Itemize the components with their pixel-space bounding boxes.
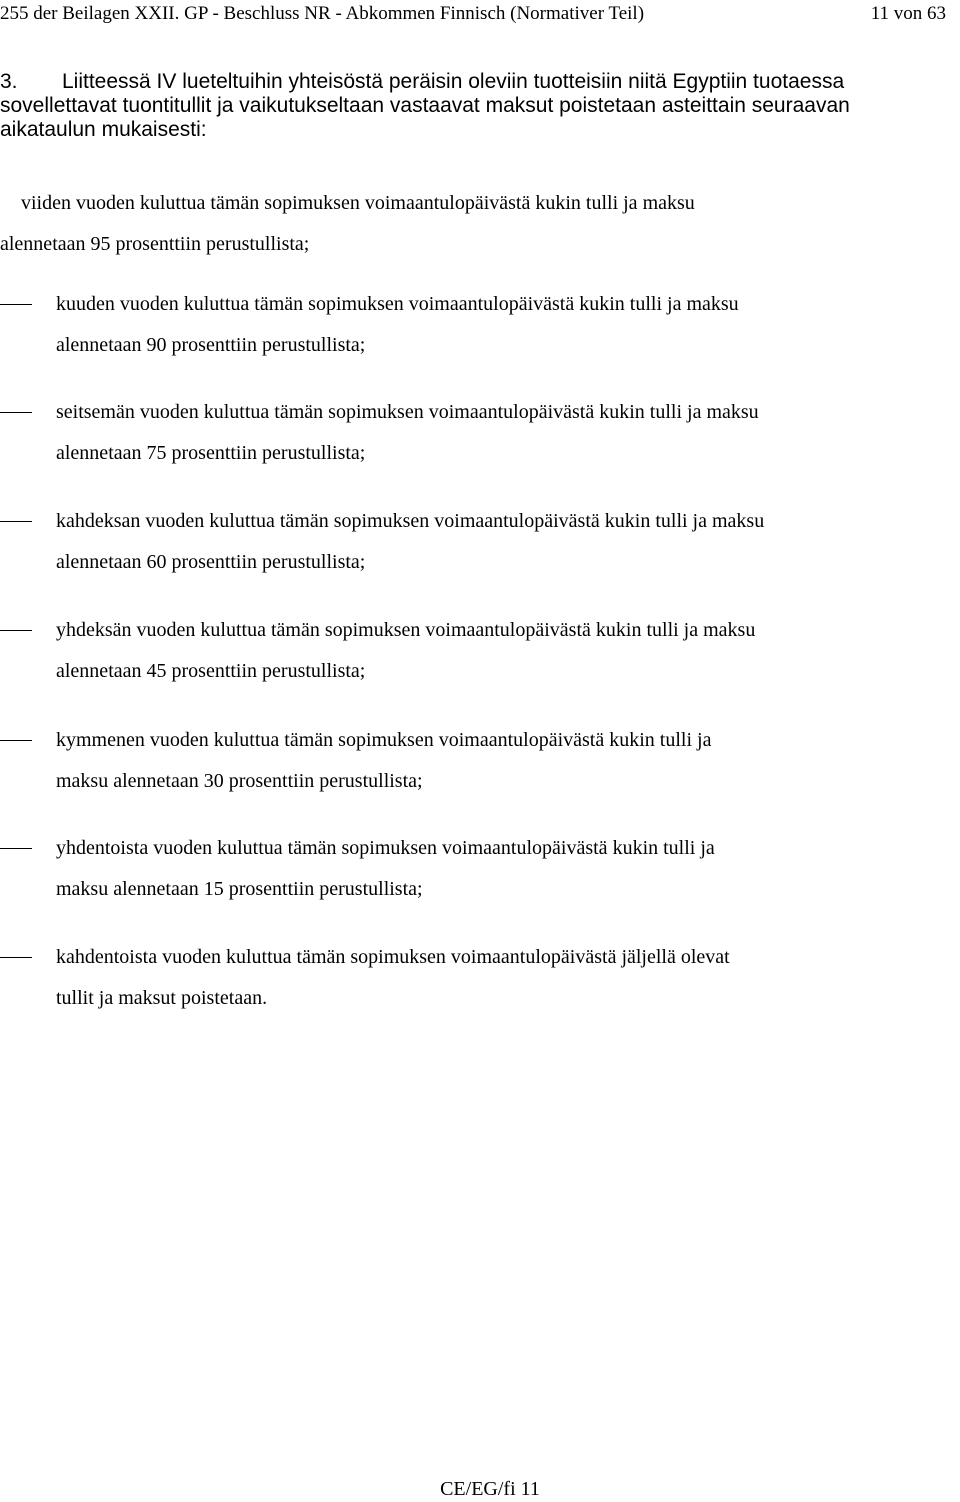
list-item: [0, 937, 920, 1019]
list-item: [0, 392, 920, 474]
list-item-line: kahdeksan vuoden kuluttua tämän sopimuksen voimaantulopäivästä kukin tulli ja maksu: [56, 510, 765, 532]
list-item: [0, 183, 900, 265]
list-item-line: viiden vuoden kuluttua tämän sopimuksen voimaantulopäivästä kukin tulli ja maksu: [21, 192, 695, 214]
list-item-line: kahdentoista vuoden kuluttua tämän sopimuksen voimaantulopäivästä jäljellä olevat: [56, 946, 730, 968]
list-item-line: alennetaan 45 prosenttiin perustullista;: [56, 660, 366, 682]
dash-marker: [0, 304, 32, 305]
dash-marker: [0, 630, 32, 631]
list-item-line: kuuden vuoden kuluttua tämän sopimuksen voimaantulopäivästä kukin tulli ja maksu: [56, 293, 739, 315]
list-item-line: kymmenen vuoden kuluttua tämän sopimuksen voimaantulopäivästä kukin tulli ja: [56, 729, 712, 751]
paragraph-number: 3.: [0, 70, 18, 93]
page-footer: CE/EG/fi 11: [440, 1478, 540, 1500]
list-item: [0, 828, 920, 910]
dash-marker: [0, 412, 32, 413]
list-item: [0, 284, 920, 366]
list-item-line: alennetaan 90 prosenttiin perustullista;: [56, 334, 366, 356]
list-item-line: seitsemän vuoden kuluttua tämän sopimuksen voimaantulopäivästä kukin tulli ja maksu: [56, 401, 759, 423]
list-item-line: maksu alennetaan 15 prosenttiin perustullista;: [56, 878, 423, 900]
list-item-line: alennetaan 60 prosenttiin perustullista;: [56, 551, 366, 573]
list-item: [0, 610, 920, 692]
list-item-line: yhdeksän vuoden kuluttua tämän sopimuksen voimaantulopäivästä kukin tulli ja maksu: [56, 619, 756, 641]
list-item-line: tullit ja maksut poistetaan.: [56, 987, 268, 1009]
page-header-page-number: 11 von 63: [870, 3, 946, 24]
intro-text: Liitteessä IV lueteltuihin yhteisöstä peräisin oleviin tuotteisiin niitä Egyptiin tuotaessa sovellettavat tuontitullit ja vaikutukseltaan vastaavat maksut poistetaan asteittain seuraavan aikataulun mukaisesti:: [0, 70, 850, 141]
list-item-line: alennetaan 95 prosenttiin perustullista;: [0, 233, 310, 255]
dash-marker: [0, 521, 32, 522]
list-item: [0, 720, 920, 802]
list-item: [0, 501, 920, 583]
page-header-title: 255 der Beilagen XXII. GP - Beschluss NR - Abkommen Finnisch (Normativer Teil): [0, 3, 645, 24]
dash-marker: [0, 957, 32, 958]
list-item-line: maksu alennetaan 30 prosenttiin perustullista;: [56, 770, 423, 792]
dash-marker: [0, 740, 32, 741]
dash-marker: [0, 848, 32, 849]
intro-paragraph: [0, 70, 940, 142]
list-item-line: alennetaan 75 prosenttiin perustullista;: [56, 442, 366, 464]
list-item-line: yhdentoista vuoden kuluttua tämän sopimuksen voimaantulopäivästä kukin tulli ja: [56, 837, 715, 859]
